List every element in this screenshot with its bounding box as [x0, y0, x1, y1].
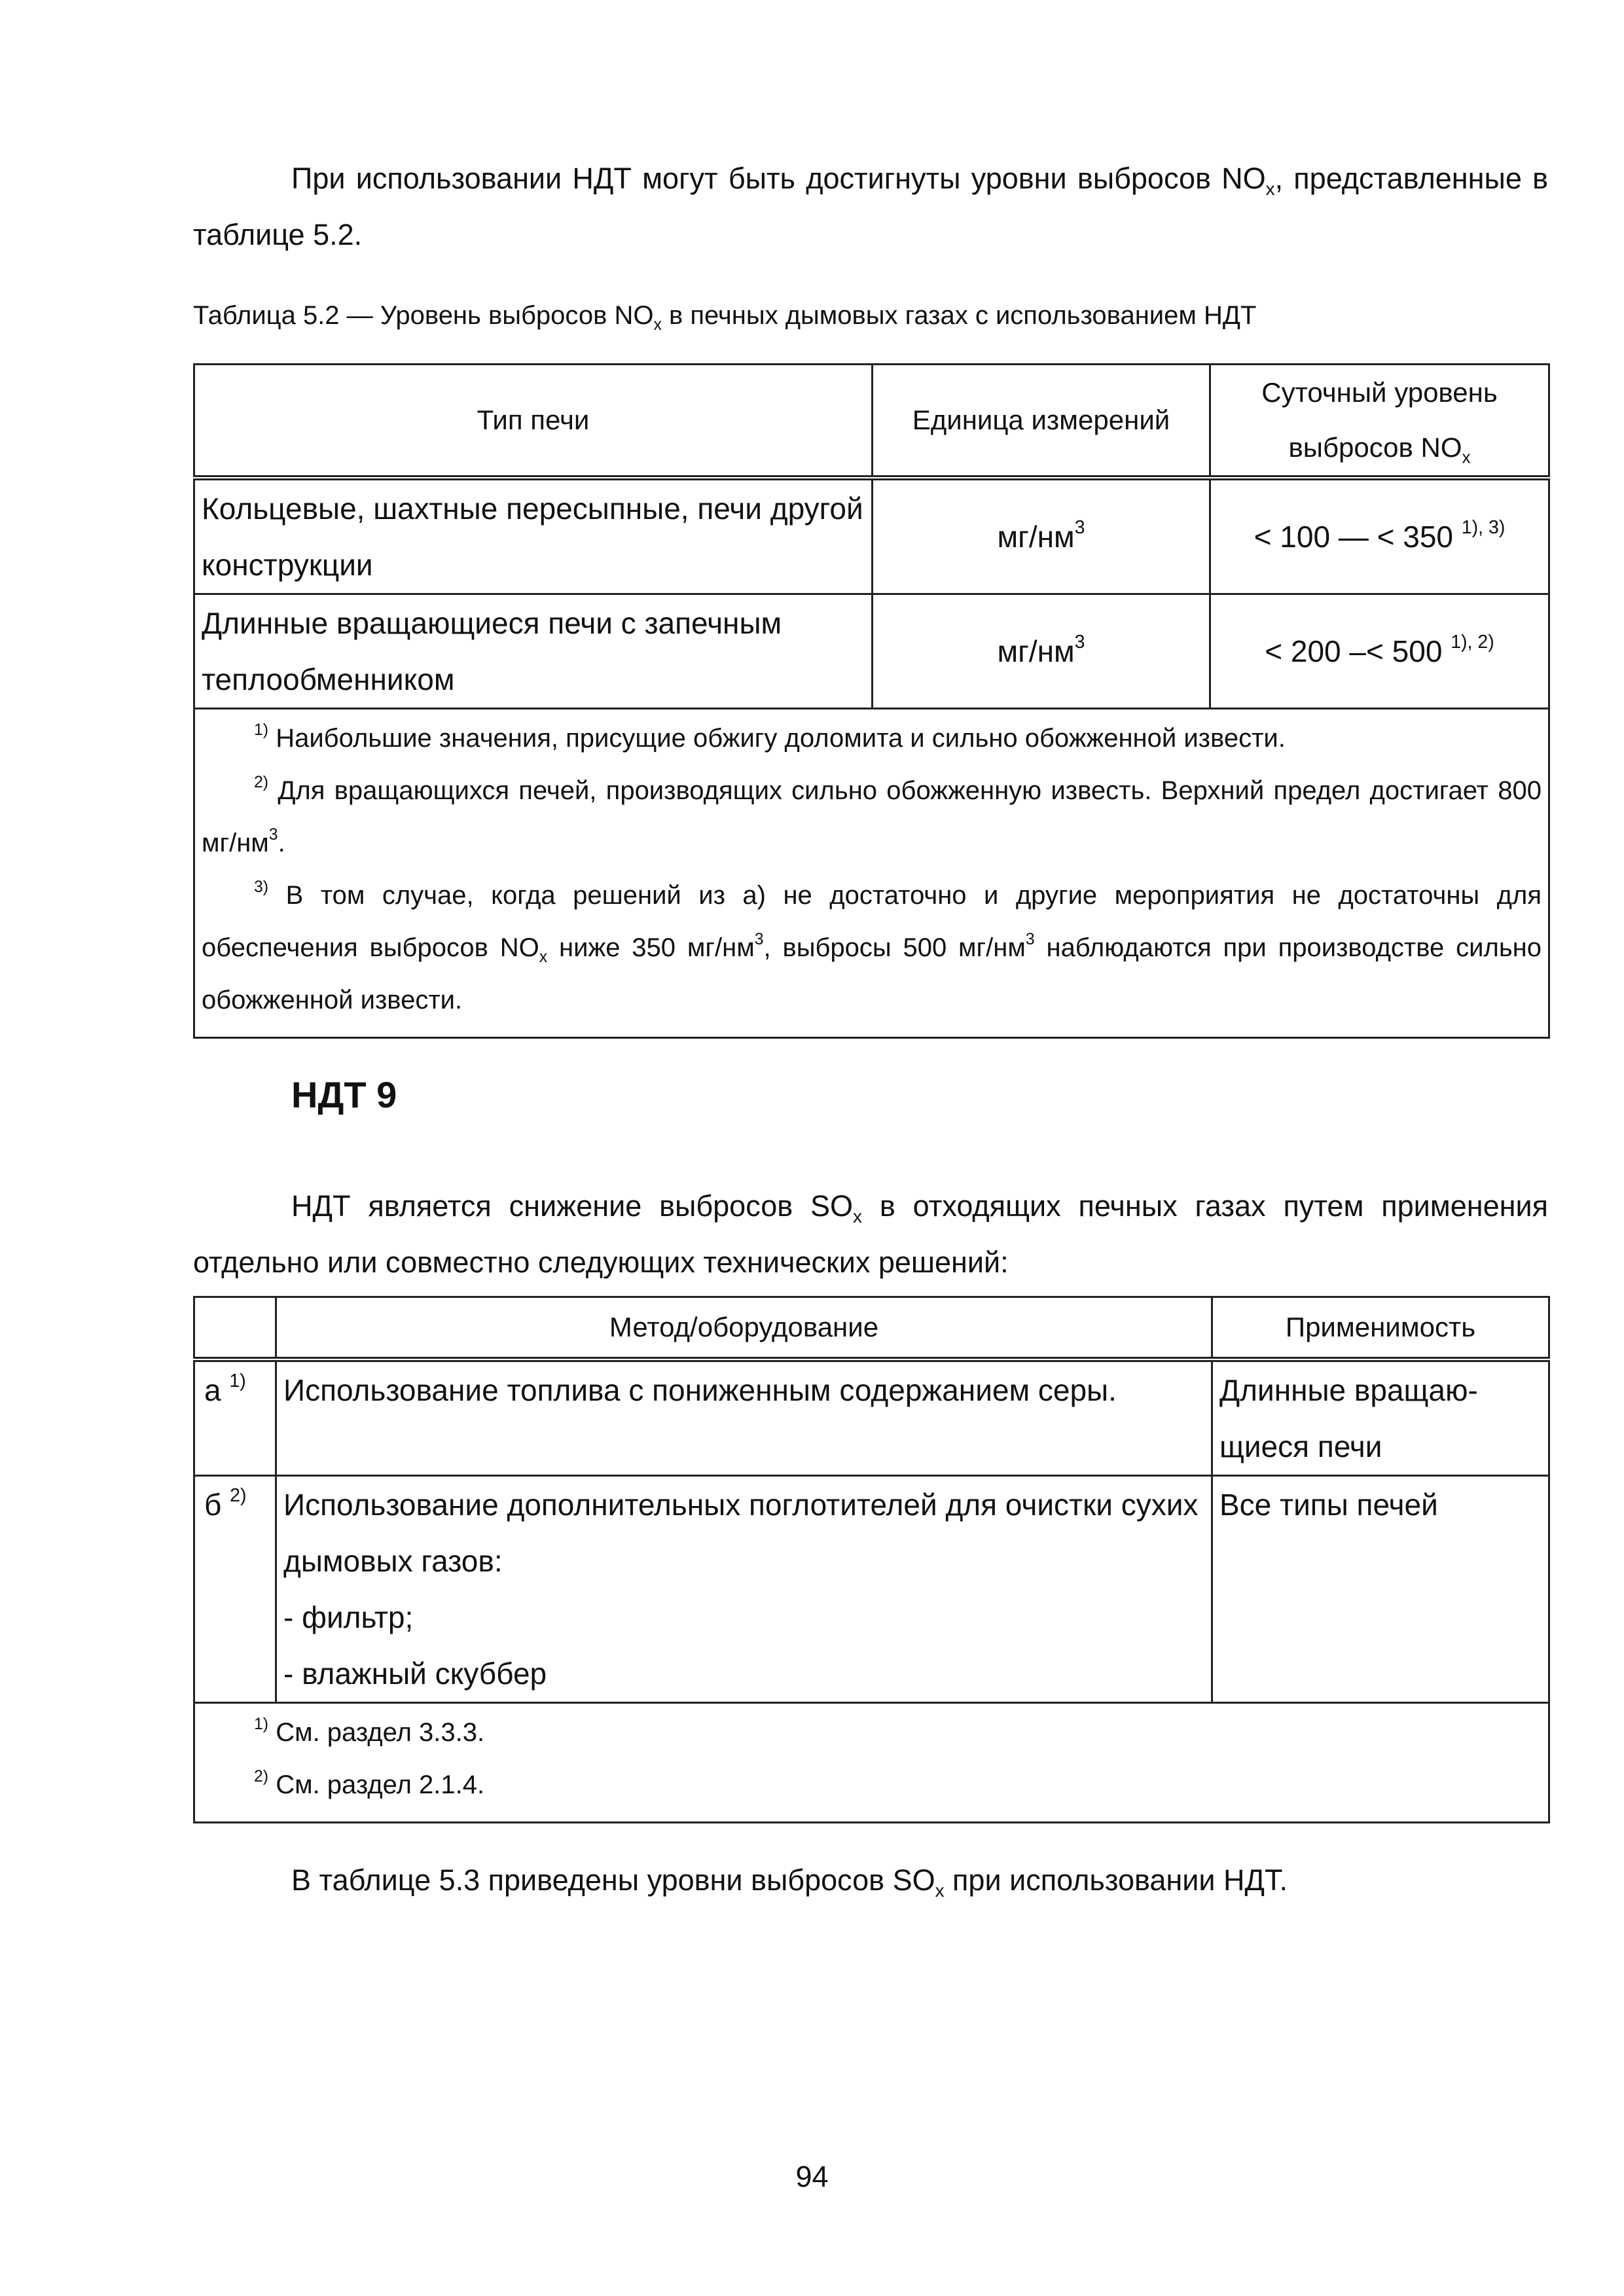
header-applicability: Применимость: [1212, 1297, 1549, 1360]
closing-sub: x: [935, 1880, 945, 1901]
closing-paragraph: [193, 1852, 1548, 1909]
note-2-sup: 3: [268, 825, 278, 844]
ndt9-text: НДТ является снижение выбросов SO: [291, 1189, 854, 1223]
method-a-letter: а: [204, 1373, 221, 1407]
header-method: Метод/оборудование: [276, 1297, 1212, 1360]
note-2: [202, 764, 1542, 869]
methods-note-1: [202, 1706, 1542, 1759]
note-2-mark: 2): [254, 773, 269, 791]
table-row: [194, 594, 1549, 709]
note-3-text-3: , выбросы 500 мг/нм: [763, 933, 1026, 962]
row-2-type: Длинные вращающиеся печи с запечным теплообменником: [194, 594, 873, 709]
row-2-unit-sup: 3: [1074, 632, 1085, 653]
intro-paragraph: [193, 151, 1548, 263]
note-3-text-4: наблюдаются при производстве сильно обожженной извести.: [202, 933, 1542, 1014]
table-5-2-caption: [193, 296, 1548, 335]
methods-note-1-mark: 1): [254, 1715, 269, 1733]
method-a-sup: 1): [229, 1371, 246, 1392]
row-2-unit-text: мг/нм: [997, 634, 1075, 668]
note-1-mark: 1): [254, 721, 269, 739]
table-5-2-notes-row: [194, 709, 1549, 1038]
header-label: [194, 1297, 276, 1360]
methods-header-row: [194, 1297, 1549, 1360]
intro-text: При использовании НДТ могут быть достигнуты уровни выбросов NO: [291, 162, 1266, 195]
row-1-unit-sup: 3: [1074, 517, 1085, 539]
row-2-value: [1210, 594, 1549, 709]
table-row: [194, 478, 1549, 594]
row-2-value-text: < 200 –< 500: [1265, 634, 1443, 668]
method-b-line-1: Использование дополнительных поглотителей для очистки сухих дымовых газов:: [283, 1488, 1199, 1578]
row-1-type: Кольцевые, шахтные пересыпные, печи другой конструкции: [194, 478, 873, 594]
header-furnace-type: Тип печи: [194, 365, 873, 478]
row-1-value: [1210, 478, 1549, 594]
ndt9-text-2: в отходящих печных газах путем применения отдельно или совместно следующих технических решений:: [193, 1189, 1548, 1279]
method-a-label: [194, 1359, 276, 1476]
method-b-label: [194, 1476, 276, 1703]
note-3-mark: 3): [254, 878, 269, 896]
header-daily-level: [1210, 365, 1549, 478]
methods-note-2-text: См. раздел 2.1.4.: [276, 1770, 485, 1799]
methods-notes: [194, 1703, 1549, 1823]
row-2-value-sup: 1), 2): [1451, 632, 1494, 653]
intro-text-2: , представленные в таблице 5.2.: [193, 162, 1548, 251]
note-3: [202, 869, 1542, 1026]
section-heading: НДТ 9: [291, 1074, 397, 1115]
caption-text: Таблица 5.2 — Уровень выбросов NO: [193, 301, 654, 330]
methods-table: [193, 1296, 1550, 1823]
row-1-unit-text: мг/нм: [997, 520, 1075, 554]
methods-note-2: [202, 1759, 1542, 1811]
methods-note-1-text: См. раздел 3.3.3.: [276, 1718, 485, 1747]
row-2-unit: [873, 594, 1210, 709]
table-5-2-header-row: [194, 365, 1549, 478]
method-b-sup: 2): [230, 1485, 247, 1507]
caption-text-2: в печных дымовых газах с использованием НДТ: [661, 301, 1257, 330]
note-3-sup-3: 3: [1025, 930, 1035, 948]
row-1-value-text: < 100 — < 350: [1254, 520, 1453, 554]
note-3-sup-2: 3: [754, 930, 764, 948]
note-3-sub: x: [539, 948, 548, 966]
method-b-line-2: - фильтр;: [283, 1600, 414, 1634]
intro-sub: x: [1265, 179, 1275, 199]
note-2-text: Для вращающихся печей, производящих сильно обожженную известь. Верхний предел достигает 800 мг/нм: [202, 776, 1542, 857]
ndt9-sub: x: [853, 1206, 862, 1227]
method-a-text: Использование топлива с пониженным содержанием серы.: [276, 1359, 1212, 1476]
methods-notes-row: [194, 1703, 1549, 1823]
note-1-text: Наибольшие значения, присущие обжигу доломита и сильно обожженной извести.: [276, 724, 1286, 753]
row-1-value-sup: 1), 3): [1461, 517, 1506, 539]
method-b-letter: б: [204, 1488, 222, 1522]
page-number: 94: [795, 2160, 829, 2193]
methods-note-2-mark: 2): [254, 1767, 269, 1785]
method-b-applicability: Все типы печей: [1212, 1476, 1549, 1703]
header-level-text: Суточный уровень выбросов NO: [1261, 377, 1498, 463]
note-3-text: В том случае, когда решений из а) не достаточно и другие мероприятия не достаточны для обеспечения выбросов NO: [202, 881, 1542, 962]
closing-text-2: при использовании НДТ.: [944, 1863, 1288, 1897]
row-1-unit: [873, 478, 1210, 594]
method-a-applicability: Длинные вращающиеся печи: [1212, 1359, 1549, 1476]
caption-sub: x: [653, 316, 662, 334]
closing-text: В таблице 5.3 приведены уровни выбросов SO: [291, 1863, 935, 1897]
header-level-sub: x: [1462, 447, 1471, 467]
method-b-text: [276, 1476, 1212, 1703]
header-unit: Единица измерений: [873, 365, 1210, 478]
note-3-text-2: ниже 350 мг/нм: [547, 933, 755, 962]
table-5-2-notes: [194, 709, 1549, 1038]
table-row: [194, 1476, 1549, 1703]
method-b-line-3: - влажный скуббер: [283, 1657, 547, 1691]
table-5-2: [193, 363, 1550, 1039]
ndt9-paragraph: [193, 1178, 1548, 1291]
note-2-tail: .: [278, 829, 285, 857]
table-row: [194, 1359, 1549, 1476]
note-1: [202, 712, 1542, 764]
